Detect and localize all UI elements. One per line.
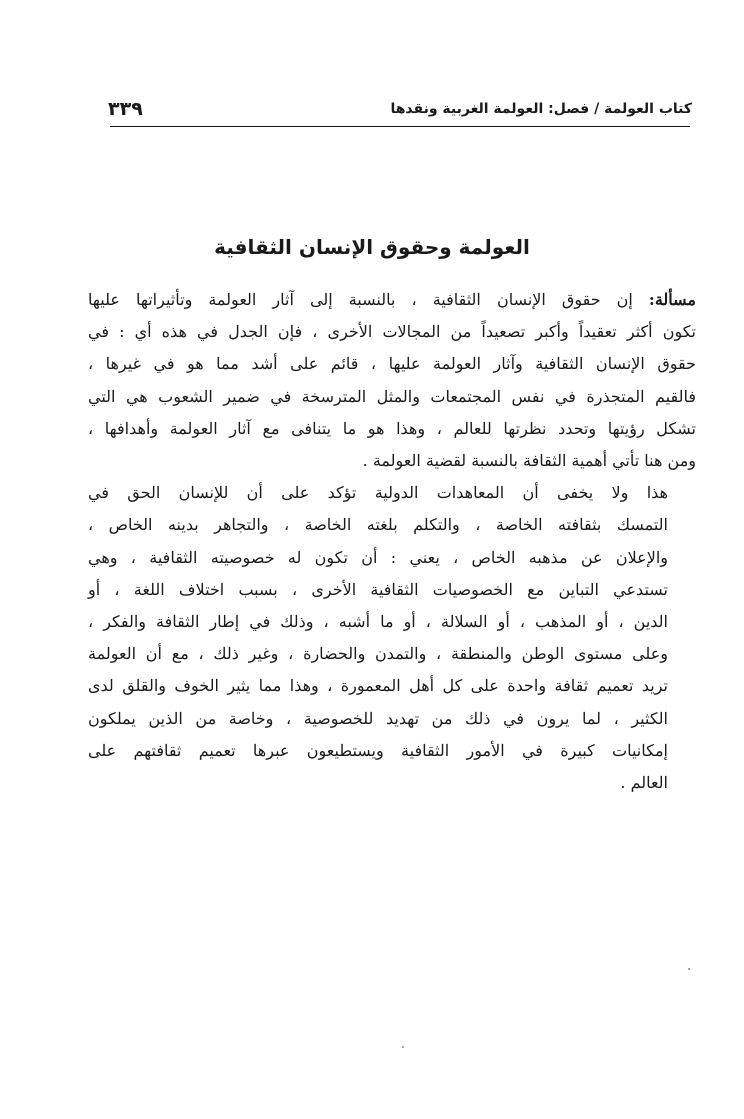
page-header: [108, 94, 692, 124]
text-line: حقوق الإنسان الثقافية وآثار العولمة عليها ، قائم على أشد مما هو في غيرها ،: [88, 354, 696, 374]
text-line: وعلى مستوى الوطن والمنطقة ، والتمدن والحضارة ، وغير ذلك ، مع أن العولمة: [88, 644, 668, 664]
paragraph-1: [88, 284, 696, 477]
text-line: والإعلان عن مذهبه الخاص ، يعني : أن تكون له خصوصيته الثقافية ، وهي: [88, 547, 668, 567]
text-line: ومن هنا تأتي أهمية الثقافة بالنسبة لقضية العولمة .: [362, 451, 696, 471]
scan-speck: [402, 1046, 404, 1048]
text-line: إمكانيات كبيرة في الأمور الثقافية ويستطيعون عبرها تعميم ثقافتهم على: [88, 740, 668, 760]
header-divider: [110, 126, 690, 127]
scan-speck: [688, 968, 690, 970]
text-line: مسألة: إن حقوق الإنسان الثقافية ، بالنسبة إلى آثار العولمة وتأثيراتها عليها: [88, 290, 696, 309]
paragraph-2: [88, 477, 696, 799]
text-line: فالقيم المتجذرة في نفس المجتمعات والمثل المترسخة في ضمير الشعوب هي التي: [88, 386, 696, 406]
text-line: تشكل رؤيتها وتحدد نظرتها للعالم ، وهذا هو ما يتنافى مع آثار العولمة وأهدافها ،: [88, 418, 696, 438]
text-line: تكون أكثر تعقيداً وأكبر تصعيداً من المجالات الأخرى ، فإن الجدل في هذه أي : في: [88, 322, 697, 342]
text-line: تستدعي التباين مع الخصوصيات الثقافية الأخرى ، بسبب اختلاف اللغة ، أو: [88, 579, 668, 599]
text-line: الكثير ، لما يرون في ذلك من تهديد للخصوصية ، وخاصة من الذين يملكون: [88, 708, 668, 728]
text-line: الدين ، أو المذهب ، أو السلالة ، أو ما أشبه ، وذلك في إطار الثقافة والفكر ،: [88, 612, 668, 632]
body-text: [88, 284, 696, 799]
text-line: تريد تعميم ثقافة واحدة على كل أهل المعمورة ، وهذا مما يثير الخوف والقلق لدى: [88, 676, 668, 696]
text-line: العالم .: [620, 773, 668, 793]
running-head: كتاب العولمة / فصل: العولمة الغربية ونقدها: [390, 101, 692, 117]
text-line: هذا ولا يخفى أن المعاهدات الدولية تؤكد على أن للإنسان الحق في: [88, 483, 668, 503]
page-number: ٣٣٩: [108, 98, 143, 120]
text-line: التمسك بثقافته الخاصة ، والتكلم بلغته الخاصة ، والتجاهر بدينه الخاص ،: [88, 515, 668, 535]
section-title: العولمة وحقوق الإنسان الثقافية: [214, 235, 530, 259]
question-term: مسألة:: [648, 290, 696, 309]
